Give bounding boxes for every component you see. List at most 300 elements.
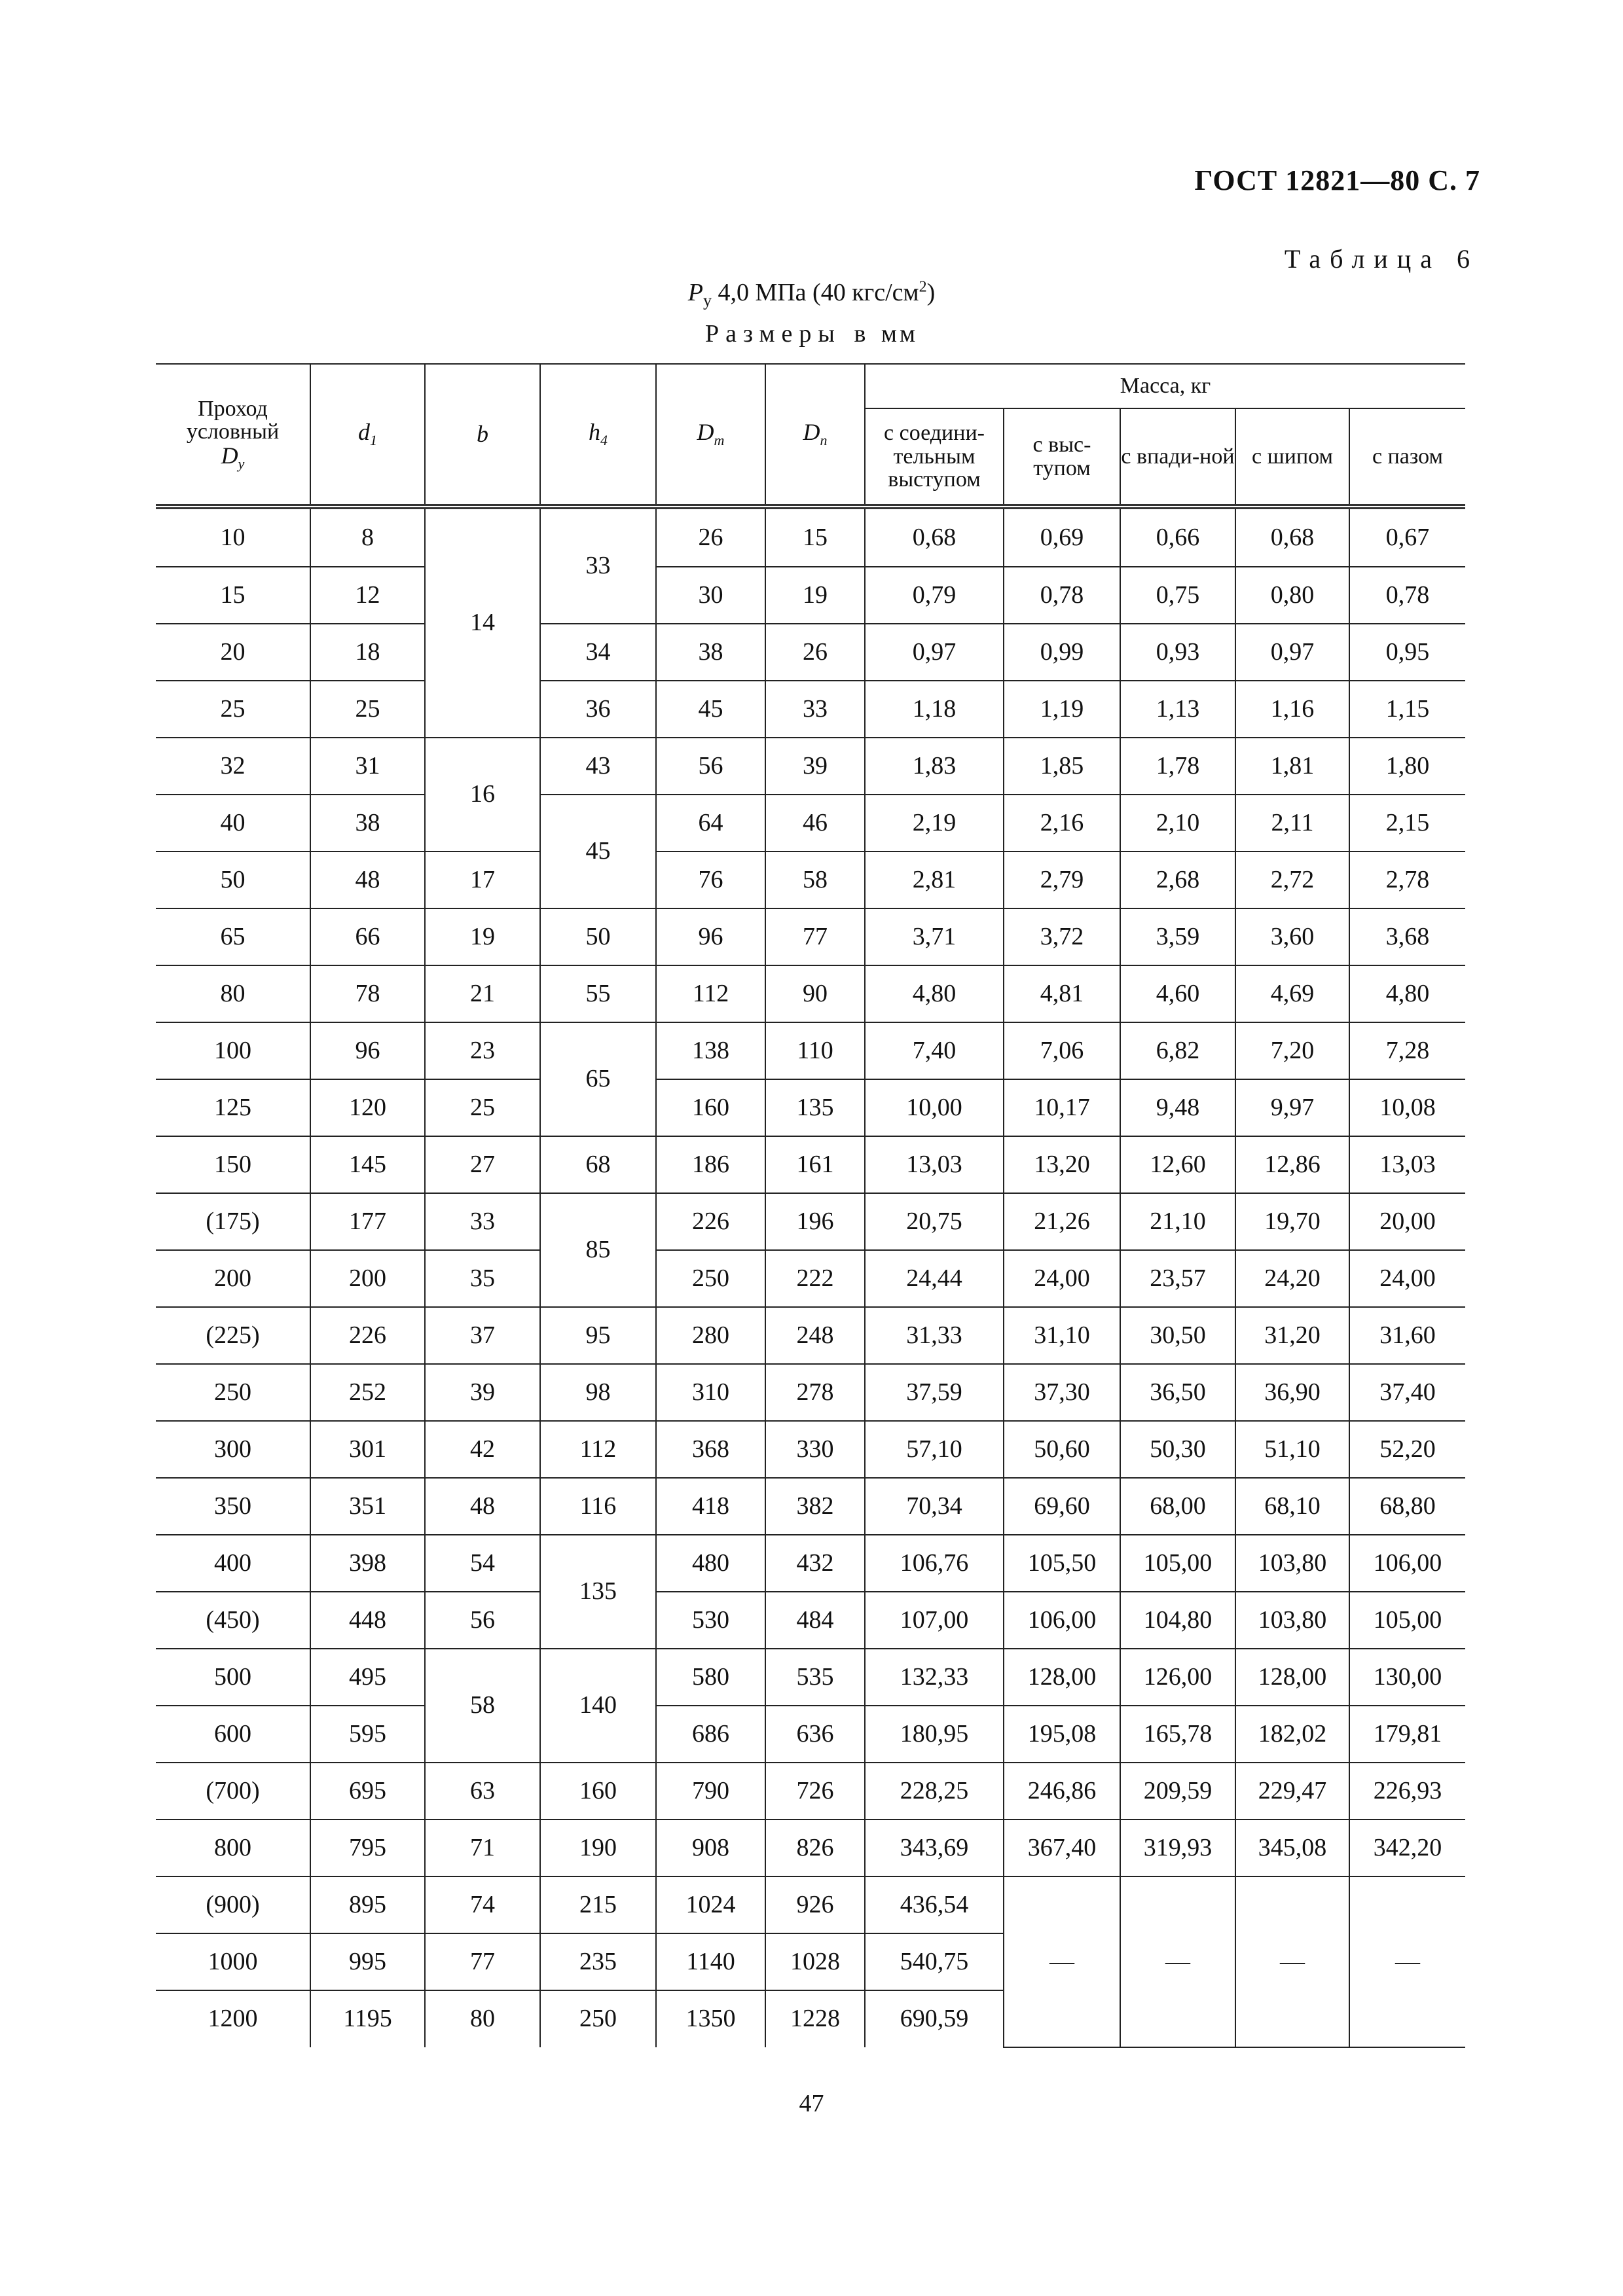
cell-m5: 2,78 — [1349, 852, 1465, 908]
table-row — [156, 795, 1465, 852]
pressure-text: 4,0 МПа (40 кгс/см — [711, 279, 919, 306]
cell-dm: 310 — [656, 1364, 765, 1421]
cell-h4: 68 — [540, 1136, 656, 1193]
cell-b: 23 — [425, 1022, 540, 1079]
cell-m5: 52,20 — [1349, 1421, 1465, 1478]
cell-dm: 686 — [656, 1706, 765, 1763]
cell-m5: 1,80 — [1349, 738, 1465, 795]
cell-m5: 0,95 — [1349, 624, 1465, 681]
cell-h4: 250 — [540, 1990, 656, 2047]
cell-dn: 46 — [765, 795, 865, 852]
cell-m5: 37,40 — [1349, 1364, 1465, 1421]
cell-dm: 96 — [656, 908, 765, 965]
cell-d1: 96 — [310, 1022, 425, 1079]
cell-m3: 0,75 — [1120, 567, 1235, 624]
cell-dn: 58 — [765, 852, 865, 908]
cell-dy: 40 — [156, 795, 310, 852]
cell-m2: 367,40 — [1004, 1820, 1120, 1876]
cell-d1: 18 — [310, 624, 425, 681]
cell-dy: (225) — [156, 1307, 310, 1364]
cell-m3: 105,00 — [1120, 1535, 1235, 1592]
cell-d1: 226 — [310, 1307, 425, 1364]
table-row — [156, 1535, 1465, 1592]
cell-dn: 110 — [765, 1022, 865, 1079]
table-body — [156, 507, 1465, 2047]
cell-m1: 106,76 — [865, 1535, 1004, 1592]
cell-m4: 2,11 — [1235, 795, 1349, 852]
cell-b: 77 — [425, 1933, 540, 1990]
cell-m1: 690,59 — [865, 1990, 1004, 2047]
col-header-mass-male-face: с выс-тупом — [1004, 408, 1120, 507]
cell-m1: 180,95 — [865, 1706, 1004, 1763]
cell-d1: 252 — [310, 1364, 425, 1421]
cell-b: 19 — [425, 908, 540, 965]
cell-d1: 448 — [310, 1592, 425, 1649]
table-row — [156, 567, 1465, 624]
cell-d1: 177 — [310, 1193, 425, 1250]
cell-m3: 209,59 — [1120, 1763, 1235, 1820]
col-header-dy: Проход условный $D_y$ — [156, 364, 310, 507]
cell-h4: 190 — [540, 1820, 656, 1876]
cell-dn: 636 — [765, 1706, 865, 1763]
cell-dy: 20 — [156, 624, 310, 681]
cell-dm: 160 — [656, 1079, 765, 1136]
cell-m1: 2,19 — [865, 795, 1004, 852]
cell-m4: 1,16 — [1235, 681, 1349, 738]
cell-dm: 280 — [656, 1307, 765, 1364]
cell-m5: 7,28 — [1349, 1022, 1465, 1079]
cell-h4: 43 — [540, 738, 656, 795]
cell-dn: 535 — [765, 1649, 865, 1706]
col-header-b: b — [425, 364, 540, 507]
cell-dy: 80 — [156, 965, 310, 1022]
cell-m4: 19,70 — [1235, 1193, 1349, 1250]
cell-d1: 895 — [310, 1876, 425, 1933]
cell-dy: 500 — [156, 1649, 310, 1706]
cell-dm: 30 — [656, 567, 765, 624]
cell-dy: 15 — [156, 567, 310, 624]
cell-m3: 0,66 — [1120, 507, 1235, 567]
col-header-d1: $d_1$ — [310, 364, 425, 507]
cell-h4: 50 — [540, 908, 656, 965]
cell-b: 56 — [425, 1592, 540, 1649]
cell-dm: 112 — [656, 965, 765, 1022]
col-header-mass: Масса, кг — [865, 364, 1465, 408]
cell-d1: 795 — [310, 1820, 425, 1876]
cell-h4: 215 — [540, 1876, 656, 1933]
cell-d1: 1195 — [310, 1990, 425, 2047]
cell-m3: 3,59 — [1120, 908, 1235, 965]
cell-m2: 13,20 — [1004, 1136, 1120, 1193]
cell-d1: 12 — [310, 567, 425, 624]
cell-dm: 480 — [656, 1535, 765, 1592]
cell-b: 80 — [425, 1990, 540, 2047]
cell-m2: 0,69 — [1004, 507, 1120, 567]
cell-m4: 4,69 — [1235, 965, 1349, 1022]
col-header-mass-raised-face: с соедини-тельным выступом — [865, 408, 1004, 507]
cell-dy: 150 — [156, 1136, 310, 1193]
pressure-sup: 2 — [919, 278, 927, 296]
col-header-mass-female-face: с впади-ной — [1120, 408, 1235, 507]
units-label: Размеры — [705, 320, 841, 348]
cell-m1: 13,03 — [865, 1136, 1004, 1193]
cell-m3: 9,48 — [1120, 1079, 1235, 1136]
cell-d1: 145 — [310, 1136, 425, 1193]
cell-m5: 130,00 — [1349, 1649, 1465, 1706]
cell-dn: 161 — [765, 1136, 865, 1193]
cell-h4: 235 — [540, 1933, 656, 1990]
cell-m4: 24,20 — [1235, 1250, 1349, 1307]
cell-b: 27 — [425, 1136, 540, 1193]
cell-m5: 13,03 — [1349, 1136, 1465, 1193]
table-row — [156, 1421, 1465, 1478]
cell-dn: 39 — [765, 738, 865, 795]
cell-b: 71 — [425, 1820, 540, 1876]
table-label: Таблица 6 — [1284, 244, 1479, 274]
cell-m1: 540,75 — [865, 1933, 1004, 1990]
cell-m1: 3,71 — [865, 908, 1004, 965]
col-header-mass-groove: с пазом — [1349, 408, 1465, 507]
cell-dn: 926 — [765, 1876, 865, 1933]
cell-d1: 25 — [310, 681, 425, 738]
cell-d1: 351 — [310, 1478, 425, 1535]
cell-m2: 0,99 — [1004, 624, 1120, 681]
cell-dy: 350 — [156, 1478, 310, 1535]
cell-b: 25 — [425, 1079, 540, 1136]
cell-m3: 319,93 — [1120, 1820, 1235, 1876]
cell-m4: 128,00 — [1235, 1649, 1349, 1706]
cell-m4: 103,80 — [1235, 1535, 1349, 1592]
cell-m2: 1,85 — [1004, 738, 1120, 795]
cell-m5: 20,00 — [1349, 1193, 1465, 1250]
cell-dm: 64 — [656, 795, 765, 852]
cell-m2: 37,30 — [1004, 1364, 1120, 1421]
cell-m2: 128,00 — [1004, 1649, 1120, 1706]
cell-m4: 182,02 — [1235, 1706, 1349, 1763]
cell-dm: 418 — [656, 1478, 765, 1535]
cell-dm: 76 — [656, 852, 765, 908]
cell-b: 54 — [425, 1535, 540, 1592]
cell-m3: 104,80 — [1120, 1592, 1235, 1649]
table-row — [156, 1706, 1465, 1763]
cell-m4: 345,08 — [1235, 1820, 1349, 1876]
cell-dn: 19 — [765, 567, 865, 624]
cell-h4: 85 — [540, 1193, 656, 1307]
cell-dy: 400 — [156, 1535, 310, 1592]
cell-dn: 1228 — [765, 1990, 865, 2047]
cell-d1: 695 — [310, 1763, 425, 1820]
cell-dm: 45 — [656, 681, 765, 738]
cell-h4: 36 — [540, 681, 656, 738]
cell-m2: 3,72 — [1004, 908, 1120, 965]
cell-m3: 2,68 — [1120, 852, 1235, 908]
cell-dy: (175) — [156, 1193, 310, 1250]
cell-m4: 229,47 — [1235, 1763, 1349, 1820]
cell-b: 21 — [425, 965, 540, 1022]
cell-m1: 7,40 — [865, 1022, 1004, 1079]
cell-m4: 7,20 — [1235, 1022, 1349, 1079]
pressure-close: ) — [926, 279, 936, 306]
cell-dm: 1024 — [656, 1876, 765, 1933]
cell-dy: 50 — [156, 852, 310, 908]
cell-m5: 1,15 — [1349, 681, 1465, 738]
cell-dn: 196 — [765, 1193, 865, 1250]
cell-m4: 1,81 — [1235, 738, 1349, 795]
table-row — [156, 738, 1465, 795]
cell-m1: 57,10 — [865, 1421, 1004, 1478]
cell-m1: 70,34 — [865, 1478, 1004, 1535]
cell-m3: 165,78 — [1120, 1706, 1235, 1763]
cell-b: 37 — [425, 1307, 540, 1364]
table-row — [156, 1307, 1465, 1364]
cell-m3: 126,00 — [1120, 1649, 1235, 1706]
cell-m5: 106,00 — [1349, 1535, 1465, 1592]
cell-m1: 20,75 — [865, 1193, 1004, 1250]
table-row — [156, 1592, 1465, 1649]
cell-dy: 1200 — [156, 1990, 310, 2047]
cell-dy: (700) — [156, 1763, 310, 1820]
cell-h4: 65 — [540, 1022, 656, 1136]
col-header-mass-tongue: с шипом — [1235, 408, 1349, 507]
cell-dy: 300 — [156, 1421, 310, 1478]
flange-dimensions-table — [156, 363, 1465, 2048]
cell-d1: 301 — [310, 1421, 425, 1478]
cell-dn: 135 — [765, 1079, 865, 1136]
cell-d1: 398 — [310, 1535, 425, 1592]
cell-m2: 2,16 — [1004, 795, 1120, 852]
cell-m2: 105,50 — [1004, 1535, 1120, 1592]
cell-m3: 36,50 — [1120, 1364, 1235, 1421]
cell-dn: 222 — [765, 1250, 865, 1307]
cell-m1: 1,83 — [865, 738, 1004, 795]
cell-m1: 228,25 — [865, 1763, 1004, 1820]
cell-dy: 800 — [156, 1820, 310, 1876]
cell-m2: 246,86 — [1004, 1763, 1120, 1820]
pressure-symbol: P — [687, 279, 703, 306]
cell-b: 63 — [425, 1763, 540, 1820]
cell-m3: 12,60 — [1120, 1136, 1235, 1193]
cell-d1: 495 — [310, 1649, 425, 1706]
cell-dm: 38 — [656, 624, 765, 681]
cell-h4: 135 — [540, 1535, 656, 1649]
cell-m5: 10,08 — [1349, 1079, 1465, 1136]
cell-m4: 2,72 — [1235, 852, 1349, 908]
cell-m5: 68,80 — [1349, 1478, 1465, 1535]
cell-m1: 0,68 — [865, 507, 1004, 567]
col-header-h4: $h_4$ — [540, 364, 656, 507]
cell-m5: 31,60 — [1349, 1307, 1465, 1364]
cell-dm: 226 — [656, 1193, 765, 1250]
cell-dy: 32 — [156, 738, 310, 795]
table-row — [156, 624, 1465, 681]
cell-d1: 78 — [310, 965, 425, 1022]
table-row — [156, 507, 1465, 567]
cell-h4: 160 — [540, 1763, 656, 1820]
table-row — [156, 1079, 1465, 1136]
cell-m3: 21,10 — [1120, 1193, 1235, 1250]
cell-m2: 10,17 — [1004, 1079, 1120, 1136]
cell-dy: 200 — [156, 1250, 310, 1307]
cell-m1: 343,69 — [865, 1820, 1004, 1876]
table-row — [156, 1763, 1465, 1820]
cell-h4: 98 — [540, 1364, 656, 1421]
cell-dn: 26 — [765, 624, 865, 681]
cell-m5: 3,68 — [1349, 908, 1465, 965]
cell-d1: 120 — [310, 1079, 425, 1136]
cell-dn: 432 — [765, 1535, 865, 1592]
cell-m2: 2,79 — [1004, 852, 1120, 908]
cell-d1: 38 — [310, 795, 425, 852]
table-row — [156, 1250, 1465, 1307]
cell-m2: 106,00 — [1004, 1592, 1120, 1649]
cell-h4: 95 — [540, 1307, 656, 1364]
cell-dn: 826 — [765, 1820, 865, 1876]
cell-m1: 10,00 — [865, 1079, 1004, 1136]
units-word: в — [854, 320, 869, 348]
cell-m3: 30,50 — [1120, 1307, 1235, 1364]
cell-d1: 200 — [310, 1250, 425, 1307]
cell-m5: 24,00 — [1349, 1250, 1465, 1307]
table-row — [156, 908, 1465, 965]
cell-b: 48 — [425, 1478, 540, 1535]
cell-dn: 90 — [765, 965, 865, 1022]
cell-dy: 10 — [156, 507, 310, 567]
cell-d1: 31 — [310, 738, 425, 795]
cell-m1: 2,81 — [865, 852, 1004, 908]
pressure-sub: у — [702, 291, 712, 310]
table-row — [156, 1820, 1465, 1876]
cell-dn: 248 — [765, 1307, 865, 1364]
cell-m4: 36,90 — [1235, 1364, 1349, 1421]
cell-m4: 51,10 — [1235, 1421, 1349, 1478]
table-row — [156, 965, 1465, 1022]
cell-m2: 69,60 — [1004, 1478, 1120, 1535]
cell-m1: 4,80 — [865, 965, 1004, 1022]
cell-m3: 0,93 — [1120, 624, 1235, 681]
dy-symbol: $D_y$ — [221, 442, 245, 473]
cell-dy: (450) — [156, 1592, 310, 1649]
table-row — [156, 1022, 1465, 1079]
cell-dm: 790 — [656, 1763, 765, 1820]
table-row — [156, 1193, 1465, 1250]
cell-m3: 23,57 — [1120, 1250, 1235, 1307]
cell-m4: — — [1235, 1876, 1349, 2047]
units-caption — [0, 319, 1623, 348]
cell-dm: 1350 — [656, 1990, 765, 2047]
cell-m5: 342,20 — [1349, 1820, 1465, 1876]
cell-m2: 24,00 — [1004, 1250, 1120, 1307]
cell-m1: 37,59 — [865, 1364, 1004, 1421]
cell-m3: 2,10 — [1120, 795, 1235, 852]
cell-dn: 484 — [765, 1592, 865, 1649]
cell-m4: 9,97 — [1235, 1079, 1349, 1136]
cell-d1: 66 — [310, 908, 425, 965]
table-row — [156, 1136, 1465, 1193]
cell-m5: 226,93 — [1349, 1763, 1465, 1820]
cell-m4: 3,60 — [1235, 908, 1349, 965]
cell-m1: 24,44 — [865, 1250, 1004, 1307]
cell-m5: 105,00 — [1349, 1592, 1465, 1649]
table-row — [156, 1876, 1465, 1933]
cell-dm: 186 — [656, 1136, 765, 1193]
cell-dm: 530 — [656, 1592, 765, 1649]
cell-b: 16 — [425, 738, 540, 852]
cell-dm: 56 — [656, 738, 765, 795]
cell-b: 14 — [425, 507, 540, 738]
cell-b: 42 — [425, 1421, 540, 1478]
cell-m5: 4,80 — [1349, 965, 1465, 1022]
cell-dy: 125 — [156, 1079, 310, 1136]
cell-d1: 8 — [310, 507, 425, 567]
col-header-dm: $D_m$ — [656, 364, 765, 507]
cell-dm: 908 — [656, 1820, 765, 1876]
cell-m4: 0,80 — [1235, 567, 1349, 624]
table-row — [156, 1364, 1465, 1421]
cell-h4: 116 — [540, 1478, 656, 1535]
cell-dn: 726 — [765, 1763, 865, 1820]
cell-dy: 25 — [156, 681, 310, 738]
cell-m3: 1,78 — [1120, 738, 1235, 795]
cell-m4: 31,20 — [1235, 1307, 1349, 1364]
cell-m2: — — [1004, 1876, 1120, 2047]
cell-m1: 1,18 — [865, 681, 1004, 738]
cell-h4: 140 — [540, 1649, 656, 1763]
cell-m2: 195,08 — [1004, 1706, 1120, 1763]
cell-m5: 0,67 — [1349, 507, 1465, 567]
cell-m4: 103,80 — [1235, 1592, 1349, 1649]
cell-m1: 0,97 — [865, 624, 1004, 681]
cell-m5: 2,15 — [1349, 795, 1465, 852]
cell-d1: 995 — [310, 1933, 425, 1990]
table-row — [156, 852, 1465, 908]
cell-h4: 33 — [540, 507, 656, 624]
table-row — [156, 1478, 1465, 1535]
units-unit: мм — [881, 320, 918, 348]
cell-m1: 436,54 — [865, 1876, 1004, 1933]
cell-m4: 12,86 — [1235, 1136, 1349, 1193]
cell-dy: 250 — [156, 1364, 310, 1421]
cell-b: 74 — [425, 1876, 540, 1933]
cell-d1: 595 — [310, 1706, 425, 1763]
cell-dy: (900) — [156, 1876, 310, 1933]
cell-dy: 600 — [156, 1706, 310, 1763]
table-row — [156, 681, 1465, 738]
cell-m2: 1,19 — [1004, 681, 1120, 738]
cell-dn: 33 — [765, 681, 865, 738]
cell-m2: 21,26 — [1004, 1193, 1120, 1250]
cell-m3: 68,00 — [1120, 1478, 1235, 1535]
cell-dm: 138 — [656, 1022, 765, 1079]
cell-m5: 179,81 — [1349, 1706, 1465, 1763]
cell-dm: 580 — [656, 1649, 765, 1706]
cell-dy: 1000 — [156, 1933, 310, 1990]
cell-dn: 278 — [765, 1364, 865, 1421]
cell-dn: 15 — [765, 507, 865, 567]
cell-dy: 65 — [156, 908, 310, 965]
cell-b: 33 — [425, 1193, 540, 1250]
cell-m2: 4,81 — [1004, 965, 1120, 1022]
cell-m3: 4,60 — [1120, 965, 1235, 1022]
table-row — [156, 1649, 1465, 1706]
cell-m2: 31,10 — [1004, 1307, 1120, 1364]
cell-h4: 34 — [540, 624, 656, 681]
cell-m1: 0,79 — [865, 567, 1004, 624]
cell-m4: 0,97 — [1235, 624, 1349, 681]
cell-m3: — — [1120, 1876, 1235, 2047]
pressure-caption — [0, 278, 1623, 311]
cell-h4: 55 — [540, 965, 656, 1022]
cell-m5: — — [1349, 1876, 1465, 2047]
